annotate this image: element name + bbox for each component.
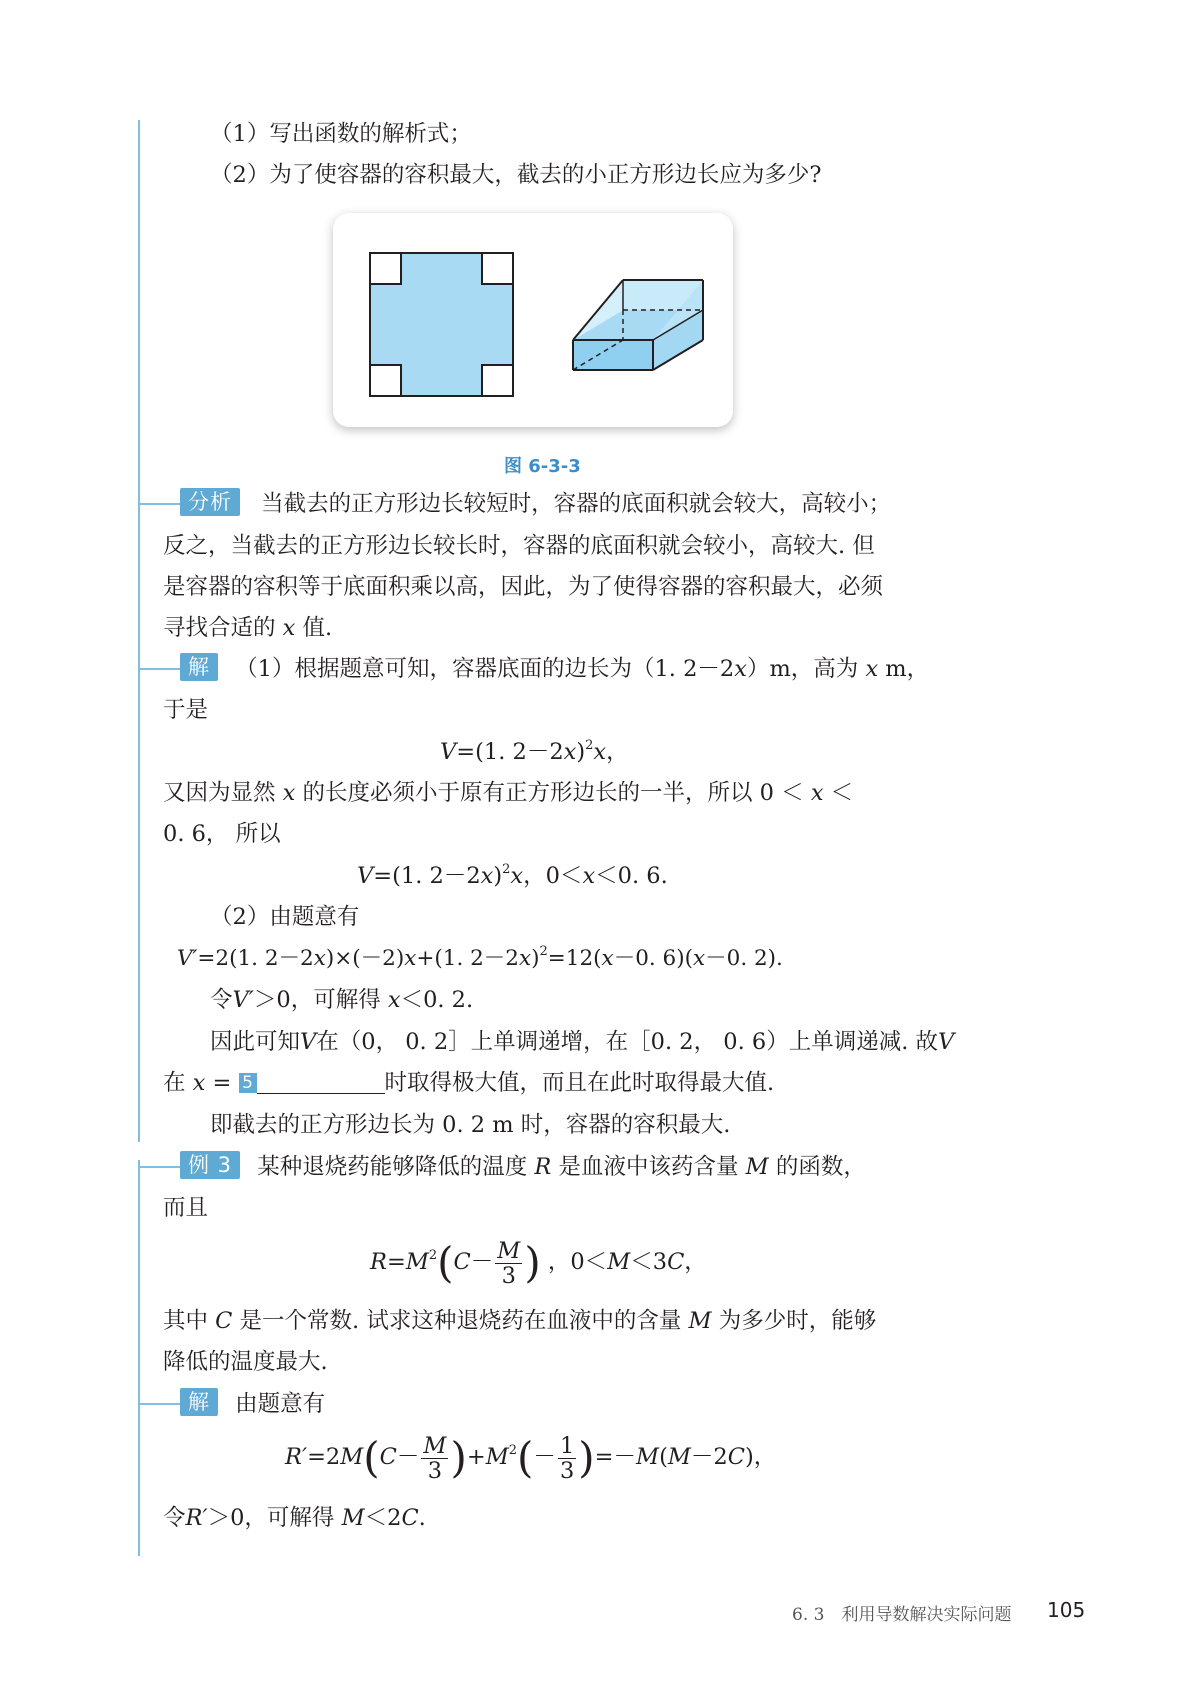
fraction-1-over-3: $\frac{1}{3}$: [559, 1432, 575, 1484]
question-2: （2）为了使容器的容积最大，截去的小正方形边长应为多少?: [210, 162, 822, 188]
box-net-and-box-figure: [333, 213, 733, 427]
equation-v-prime: V′=2(1. 2－2x)×(－2)x+(1. 2－2x)$^2$=12(x－0. 6)(x－0. 2).: [177, 944, 783, 971]
example3-line-3: 其中 C 是一个常数. 试求这种退烧药在血液中的含量 M 为多少时，能够: [163, 1308, 877, 1334]
analysis-line-4: 寻找合适的 x 值.: [163, 615, 333, 641]
figure-card: [333, 213, 733, 427]
fill-in-blank-number: 5: [239, 1073, 257, 1093]
solution1-line-3: 又因为显然 x 的长度必须小于原有正方形边长的一半，所以 0 ＜ x ＜: [163, 780, 854, 806]
solution1-line-5: （2）由题意有: [210, 904, 360, 930]
equation-r: $R=M^2(C-$ $\frac{M}{3}$ ) ，0＜M＜3C，: [370, 1237, 707, 1289]
solution1-line-1: 解 （1）根据题意可知，容器底面的边长为（1. 2－2x）m，高为 x m，: [180, 653, 929, 685]
solution2-tag: 解: [180, 1388, 218, 1416]
fill-in-blank-line[interactable]: [257, 1093, 385, 1094]
solution2-line-2: 令R′＞0，可解得 M＜2C.: [163, 1505, 426, 1531]
analysis-line-1: 分析 当截去的正方形边长较短时，容器的底面积就会较大，高较小；: [180, 488, 891, 520]
example3-rule: [138, 1166, 180, 1168]
analysis-tag: 分析: [180, 488, 240, 516]
example3-line-4: 降低的温度最大.: [163, 1349, 328, 1375]
analysis-line-2: 反之，当截去的正方形边长较长时，容器的底面积就会较小，高较大. 但: [163, 533, 875, 559]
solution1-line-6: 令V′＞0，可解得 x＜0. 2.: [210, 987, 474, 1013]
example3-line-2: 而且: [163, 1195, 209, 1221]
solution1-line-4: 0. 6， 所以: [163, 821, 281, 847]
solution1-tag: 解: [180, 653, 218, 681]
equation-v-1: V=(1. 2－2x)$^2$x，: [440, 738, 629, 765]
solution1-rule: [138, 668, 180, 670]
analysis-line-3: 是容器的容积等于底面积乘以高，因此，为了使得容器的容积最大，必须: [163, 574, 884, 600]
solution1-line-2: 于是: [163, 697, 209, 723]
equation-r-prime: R′=2M(C－ $\frac{M}{3}$ )$+M^2(-$ $\frac{1}{3}$ )=－M(M－2C)，: [285, 1432, 777, 1484]
solution1-line-7: 因此可知V在（0， 0. 2］上单调递增，在［0. 2， 0. 6）上单调递减. 故V: [210, 1029, 955, 1055]
footer-section-title: 6. 3 利用导数解决实际问题: [792, 1605, 1012, 1625]
analysis-rule: [138, 503, 180, 505]
page-number: 105: [1047, 1598, 1086, 1622]
example3-line-1: 例 3 某种退烧药能够降低的温度 R 是血液中该药含量 M 的函数，: [180, 1151, 866, 1183]
solution2-rule: [138, 1403, 180, 1405]
figure-caption: 图 6-3-3: [504, 456, 581, 477]
equation-v-2: V=(1. 2－2x)$^2$x，0＜x＜0. 6.: [357, 862, 668, 889]
margin-rule-top: [138, 120, 140, 1142]
solution1-line-9: 即截去的正方形边长为 0. 2 m 时，容器的容积最大.: [210, 1112, 731, 1138]
example3-tag: 例 3: [180, 1151, 240, 1179]
question-1: （1）写出函数的解析式；: [210, 121, 472, 147]
solution2-line-1: 解 由题意有: [180, 1388, 325, 1420]
fraction-m-over-3: $\frac{M}{3}$: [497, 1237, 521, 1289]
fraction-m-over-3: $\frac{M}{3}$: [423, 1432, 447, 1484]
margin-rule-bottom: [138, 1160, 140, 1556]
solution1-line-8: 在 x = 5 时取得极大值，而且在此时取得最大值.: [163, 1070, 775, 1096]
